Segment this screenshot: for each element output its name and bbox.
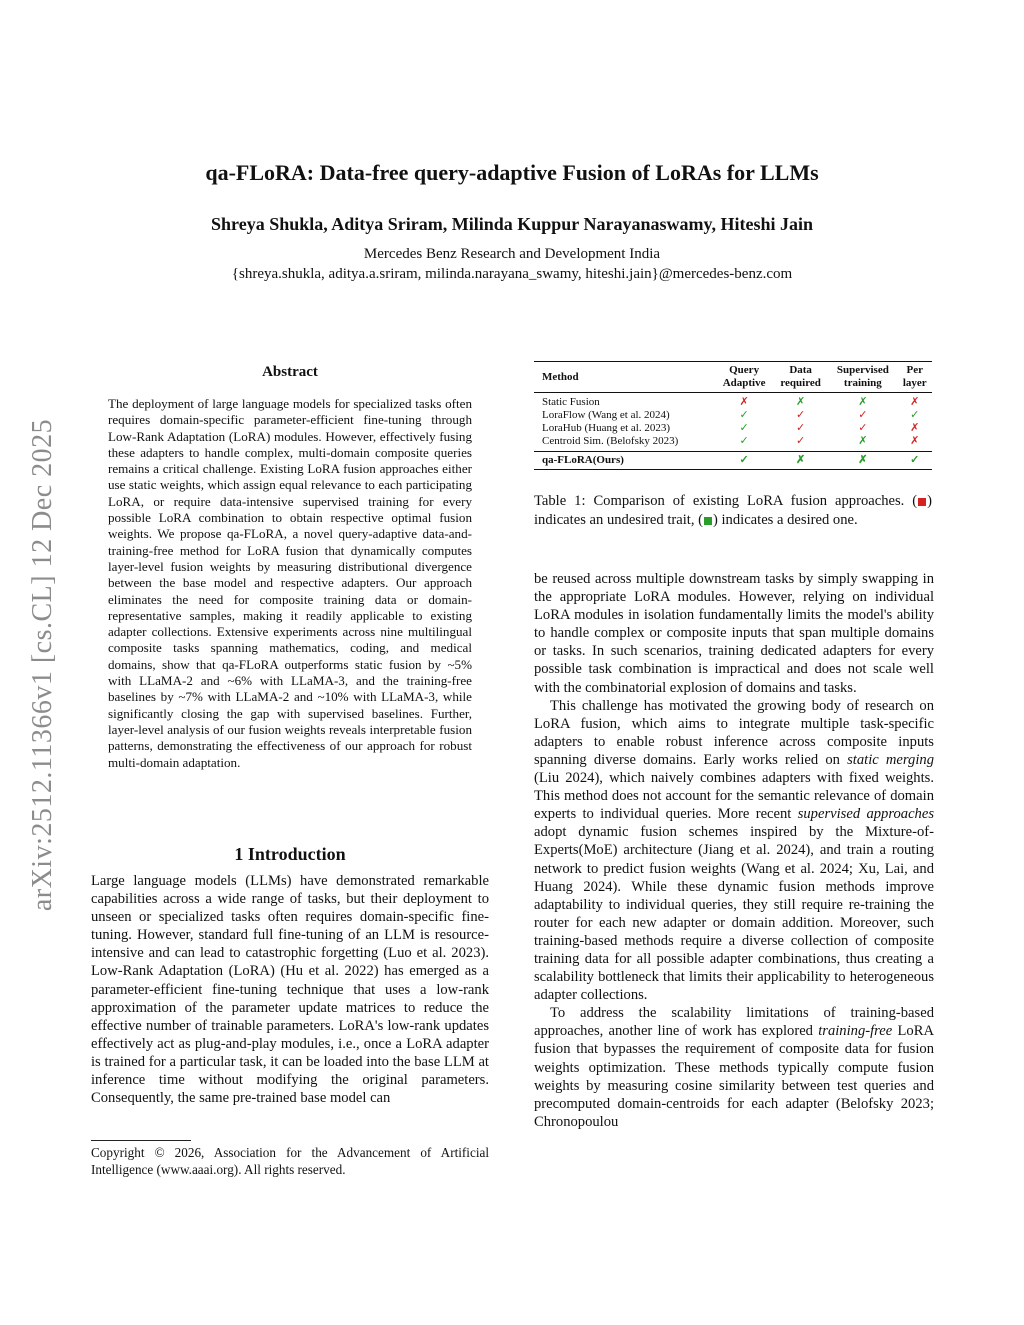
table-row [534, 409, 932, 422]
desired-mark-icon: ✓ [910, 409, 920, 421]
table-cell-method: Centroid Sim. (Belofsky 2023) [542, 435, 679, 447]
abstract-heading: Abstract [262, 364, 318, 380]
copyright-footnote: Copyright © 2026, Association for the Advancement of Artificial Intelligence (www.aaai.org). All rights reserved. [91, 1145, 489, 1177]
comparison-table [534, 361, 932, 470]
introduction-heading: 1 Introduction [234, 844, 346, 864]
abstract-text: The deployment of large language models for specialized tasks often requires domain-specific parameter-efficient fine-tuning through Low-Rank Adaptation (LoRA) modules. However, effectively fusing these adapters to handle complex, multi-domain composite queries remains a critical challenge. Existing LoRA fusion approaches either use static weights, which assign equal relevance to each participating LoRA, or require data-intensive supervised training for every possible LoRA combination to obtain respective optimal fusion weights. We propose qa-FLoRA, a novel query-adaptive data-and-training-free method for LoRA fusion that dynamically computes layer-level fusion weights by measuring distributional divergence between the base model and respective adapters. Our approach eliminates the need for composite training data or domain-representative samples, making it readily applicable to existing adapter collections. Extensive experiments across nine multilingual composite tasks spanning mathematics, coding, and medical domains, show that qa-FLoRA outperforms static fusion by ~5% with LLaMA-2 and ~6% with LLaMA-3, and the training-free baselines by ~7% with LLaMA-2 and ~10% with LLaMA-3, while significantly closing the gap with supervised baselines. Further, layer-level analysis of our fusion weights reveals interpretable fusion patterns, demonstrating the effectiveness of our approach for robust multi-domain adaptation. [108, 396, 472, 770]
right-column-text [534, 570, 934, 1131]
table-header-per-layer: Per layer [898, 362, 932, 393]
table-header-query-adaptive: Query Adaptive [715, 362, 773, 393]
desired-marker-icon [704, 517, 712, 525]
undesired-mark-icon: ✗ [898, 393, 932, 410]
introduction-paragraph: Large language models (LLMs) have demonstrated remarkable capabilities across a wide range of tasks, but their deployment to unseen or specialized tasks often requires domain-specific fine-tuning. However, standard full fine-tuning of an LLM is resource-intensive and can lead to catastrophic forgetting (Luo et al. 2023). Low-Rank Adaptation (LoRA) (Hu et al. 2022) has emerged as a parameter-efficient fine-tuning technique that uses a low-rank approximation of the parameter update matrices to reduce the effective number of trainable parameters. LoRA's low-rank updates effectively act as plug-and-play modules, i.e., once a LoRA adapter is trained for a particular task, it can be loaded into the base LLM at inference time without modifying the original parameters. Consequently, the same pre-trained base model can [91, 873, 489, 1107]
undesired-mark-icon: ✓ [858, 409, 868, 421]
undesired-mark-icon: ✓ [796, 409, 806, 421]
desired-mark-icon: ✓ [715, 452, 773, 470]
paragraph: be reused across multiple downstream tasks by simply swapping in the appropriate LoRA modules. However, relying on individual LoRA modules in isolation fundamentally limits the model's ability to handle complex or composite inputs that span multiple domains or tasks. In such scenarios, training dedicated adapters for every possible task combination is impractical and does not scale well with the combinatorial explosion of domains and tasks. [534, 571, 934, 696]
table-cell-method: qa-FLoRA(Ours) [534, 452, 715, 470]
author-emails: {shreya.shukla, aditya.a.sriram, milinda.narayana_swamy, hiteshi.jain}@mercedes-benz.com [231, 266, 793, 282]
arxiv-identifier: arXiv:2512.11366v1 [cs.CL] 12 Dec 2025 [27, 418, 58, 912]
arxiv-sidebar [20, 372, 66, 958]
paragraph: To address the scalability limitations of training-based approaches, another line of work has explored training-free LoRA fusion that bypasses the requirement of composite data for fusion weights optimization. These methods typically compute fusion weights by measuring cosine similarity between test queries and precomputed domain-centroids for each adapter (Belofsky 2023; Chronopoulou [534, 1005, 934, 1130]
table-row [534, 435, 932, 452]
paragraph: This challenge has motivated the growing body of research on LoRA fusion, which aims to integrate multiple task-specific adapters to enable robust inference across composite inputs spanning diverse domains. Early works relied on static merging (Liu 2024), which naively combines adapters with fixed weights. This method does not account for the semantic relevance of domain experts to individual queries. More recent supervised approaches adopt dynamic fusion schemes inspired by the Mixture-of-Experts(MoE) architecture (Jiang et al. 2024), and train a routing network to predict fusion weights (Wang et al. 2024; Xu, Lai, and Huang 2024). While these dynamic fusion methods improve adaptability to individual queries, they still require re-training the router for each new adapter or domain addition. Moreover, such training-based methods require a diverse collection of composite training data for all possible adapter combinations, thus creating a scalability bottleneck that limits their applicability to heterogeneous adapter collections. [534, 697, 935, 1004]
desired-mark-icon: ✗ [828, 452, 897, 470]
undesired-mark-icon: ✗ [910, 435, 920, 447]
undesired-mark-icon: ✗ [910, 422, 920, 434]
desired-mark-icon: ✓ [739, 435, 749, 447]
undesired-mark-icon: ✗ [715, 393, 773, 410]
undesired-mark-icon: ✓ [796, 422, 806, 434]
undesired-mark-icon: ✓ [858, 422, 868, 434]
table-caption: Table 1: Comparison of existing LoRA fusion approaches. ( ) indicates an undesired trait, ( ) indicates a desired one. [534, 493, 932, 528]
table-row [534, 393, 932, 410]
table-cell-method: LoraHub (Huang et al. 2023) [542, 422, 670, 434]
table-header-data-required: Data required [773, 362, 828, 393]
table-header-method: Method [534, 362, 715, 393]
undesired-marker-icon [918, 498, 926, 506]
table-cell-method: LoraFlow (Wang et al. 2024) [542, 409, 670, 421]
desired-mark-icon: ✓ [898, 452, 932, 470]
affiliation: Mercedes Benz Research and Development India [363, 246, 661, 262]
undesired-mark-icon: ✓ [796, 435, 806, 447]
author-list: Shreya Shukla, Aditya Sriram, Milinda Kuppur Narayanaswamy, Hiteshi Jain [211, 214, 813, 234]
desired-mark-icon: ✗ [773, 452, 828, 470]
paper-title: qa-FLoRA: Data-free query-adaptive Fusion of LoRAs for LLMs [205, 160, 819, 185]
table-cell-method: Static Fusion [534, 393, 715, 410]
table-row [534, 422, 932, 435]
table-header-supervised-training: Supervised training [828, 362, 897, 393]
desired-mark-icon: ✗ [773, 393, 828, 410]
desired-mark-icon: ✗ [828, 393, 897, 410]
desired-mark-icon: ✗ [858, 435, 868, 447]
footnote-rule [91, 1140, 191, 1141]
table-row-ours [534, 452, 932, 470]
desired-mark-icon: ✓ [739, 422, 749, 434]
desired-mark-icon: ✓ [739, 409, 749, 421]
